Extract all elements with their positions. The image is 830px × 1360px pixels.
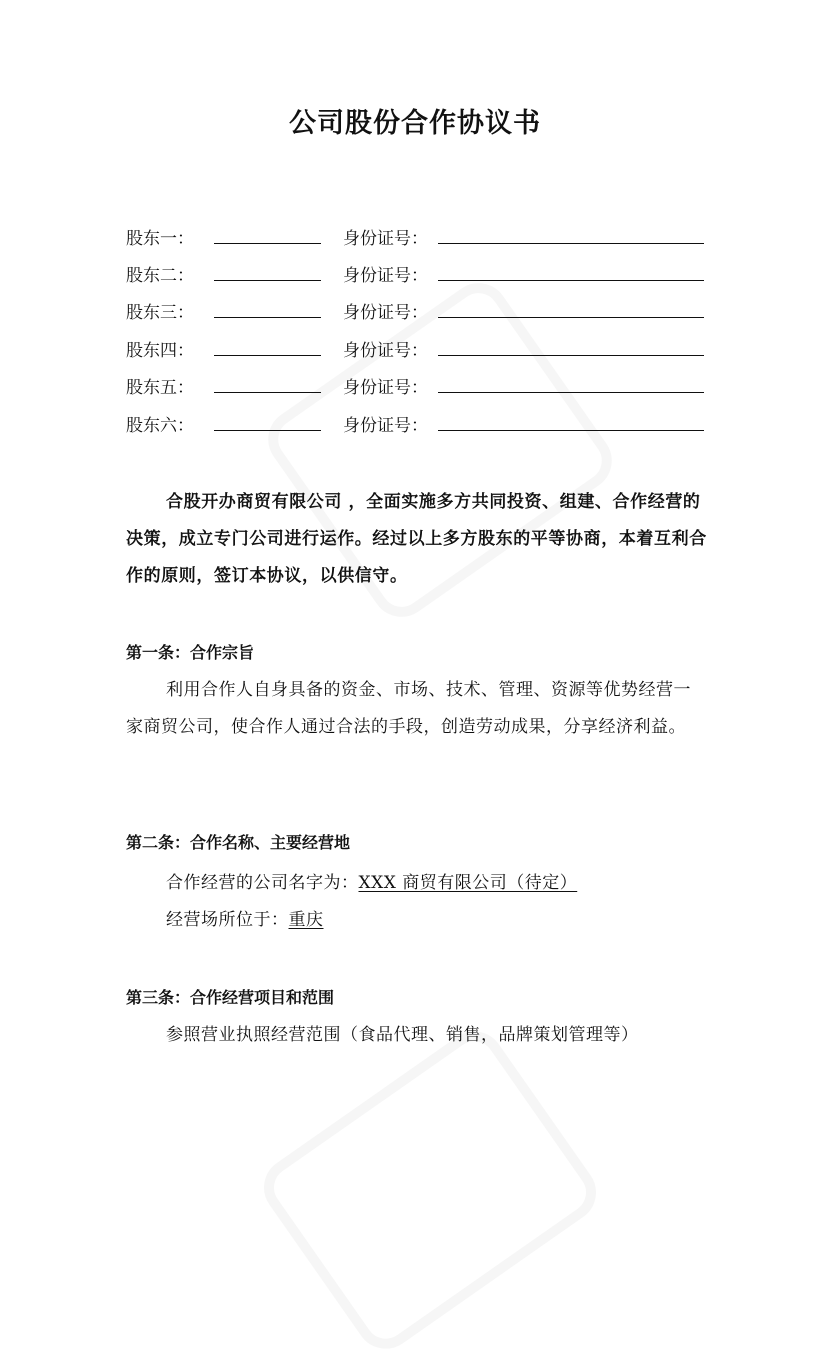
shareholder-label: 股东三： [126,303,194,323]
company-name-label: 合作经营的公司名字为： [166,873,359,893]
article1-body: 利用合作人自身具备的资金、市场、技术、管理、资源等优势经营一家商贸公司，使合作人通过合法的手段，创造劳动成果，分享经济利益。 [126,680,691,737]
watermark [252,1020,608,1360]
shareholder-name-blank [214,243,321,244]
id-number-label: 身份证号： [343,303,428,323]
document-title: 公司股份合作协议书 [289,108,541,139]
location-line [166,905,324,930]
id-number-label: 身份证号： [343,378,428,398]
shareholder-label: 股东二： [126,266,194,286]
location-label: 经营场所位于： [166,910,289,930]
location-value: 重庆 [288,910,324,930]
id-number-label: 身份证号： [343,416,428,436]
shareholder-label: 股东五： [126,378,194,398]
id-number-blank [438,392,704,393]
article3-body: 参照营业执照经营范围（食品代理、销售，品牌策划管理等） [166,1025,639,1045]
id-number-label: 身份证号： [343,266,428,286]
shareholder-name-blank [214,430,321,431]
article1-heading: 第一条：合作宗旨 [126,643,255,662]
company-name-line [166,868,577,893]
shareholder-label: 股东四： [126,341,194,361]
shareholder-name-blank [214,280,321,281]
id-number-label: 身份证号： [343,229,428,249]
id-number-blank [438,243,704,244]
id-number-blank [438,355,704,356]
article2-heading: 第二条：合作名称、主要经营地 [126,833,351,852]
company-name-value: XXX 商贸有限公司（待定） [358,873,578,893]
id-number-blank [438,430,704,431]
shareholder-name-blank [214,355,321,356]
shareholder-label: 股东六： [126,416,194,436]
id-number-blank [438,317,704,318]
shareholder-name-blank [214,392,321,393]
id-number-blank [438,280,704,281]
shareholder-label: 股东一： [126,229,194,249]
intro-paragraph: 合股开办商贸有限公司 ，全面实施多方共同投资、组建、合作经营的决策，成立专门公司进行运作。经过以上多方股东的平等协商，本着互利合作的原则，签订本协议，以供信守。 [126,492,707,586]
id-number-label: 身份证号： [343,341,428,361]
article3-heading: 第三条：合作经营项目和范围 [126,988,335,1007]
shareholder-name-blank [214,317,321,318]
